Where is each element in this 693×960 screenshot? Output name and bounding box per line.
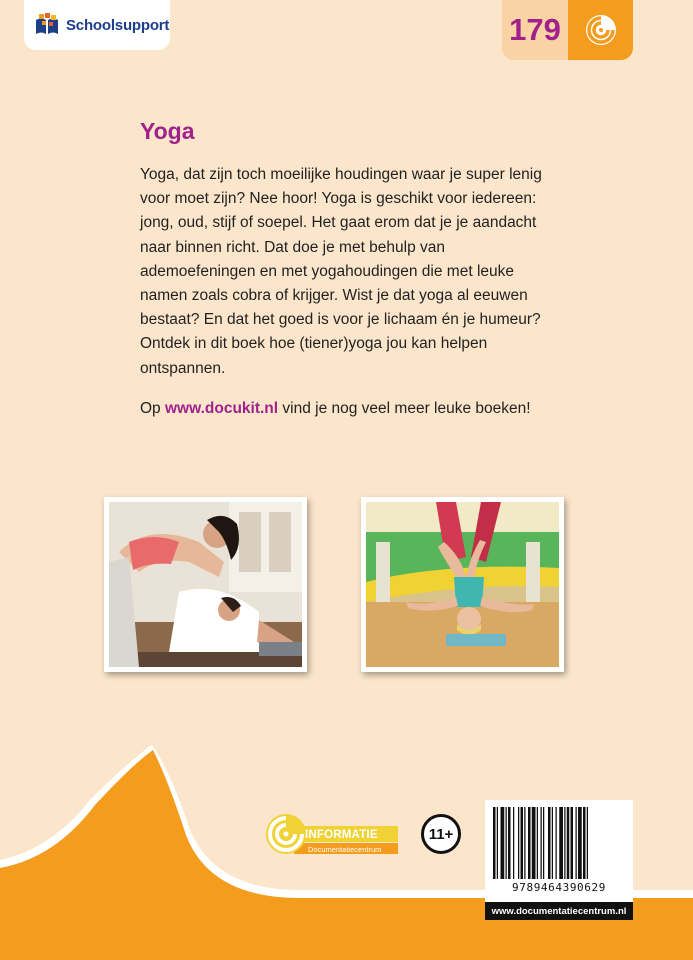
book-title: Yoga [140,118,195,144]
barcode-bar [583,807,586,879]
barcode-bar [493,807,496,879]
age-rating-badge: 11+ [421,814,461,854]
barcode-bar [556,807,557,879]
more-books-line [140,397,580,421]
barcode-bar [587,807,588,879]
barcode-bar [552,807,553,879]
brand-name: Schoolsupport [66,16,170,34]
barcode-bar [571,807,574,879]
swirl-icon [583,12,619,48]
more-suffix: vind je nog veel meer leuke boeken! [278,400,531,417]
barcode-bar [541,807,542,879]
barcode-bar [521,807,524,879]
yoga-class-photo [104,497,307,672]
barcode-bar [518,807,519,879]
barcode-bar [524,807,525,879]
barcode-bar [528,807,531,879]
aerial-yoga-photo [361,497,564,672]
docukit-link[interactable]: www.docukit.nl [164,400,279,417]
isbn-number: 9789464390629 [512,881,606,894]
barcode-bars [493,807,625,879]
barcode-bar [578,807,582,879]
book-logo-icon [34,12,60,38]
badge-swirl [568,0,633,60]
documentatiecentrum-label: Documentatiecentrum [308,845,382,854]
barcode-bar [548,807,551,879]
website-url[interactable]: www.documentatiecentrum.nl [485,902,633,920]
barcode-bar [567,807,570,879]
barcode-bar [506,807,507,879]
informatie-label: INFORMATIE [305,829,378,841]
barcode-bar [513,807,514,879]
barcode-bar [543,807,544,879]
barcode-bar [532,807,536,879]
barcode-bar [576,807,577,879]
barcode-bar [537,807,538,879]
more-prefix: Op [140,400,165,417]
aerial-yoga-illustration [366,502,559,667]
schoolsupport-logo [24,0,170,50]
barcode-bar [559,807,563,879]
barcode-bar [501,807,505,879]
barcode [485,800,633,905]
yoga-class-illustration [109,502,302,667]
barcode-bar [564,807,565,879]
book-description: Yoga, dat zijn toch moeilijke houdingen waar je super lenig voor moet zijn? Nee hoor! Yoga is geschikt voor iedereen: jong, oud, stijf of soepel. Het gaat erom dat je je aandacht naar binnen richt. Dat doe je met behulp van ademoefeningen en met yogahoudingen die met leuke namen zoals cobra of krijger. Wist je dat yoga al eeuwen bestaat? En dat het goed is voor je lichaam én je humeur? Ontdek in dit boek hoe (tiener)yoga jou kan helpen ontspannen. [140,166,542,377]
barcode-bar [508,807,511,879]
series-number-badge [502,0,633,60]
series-number: 179 [502,0,568,60]
barcode-bar [497,807,498,879]
